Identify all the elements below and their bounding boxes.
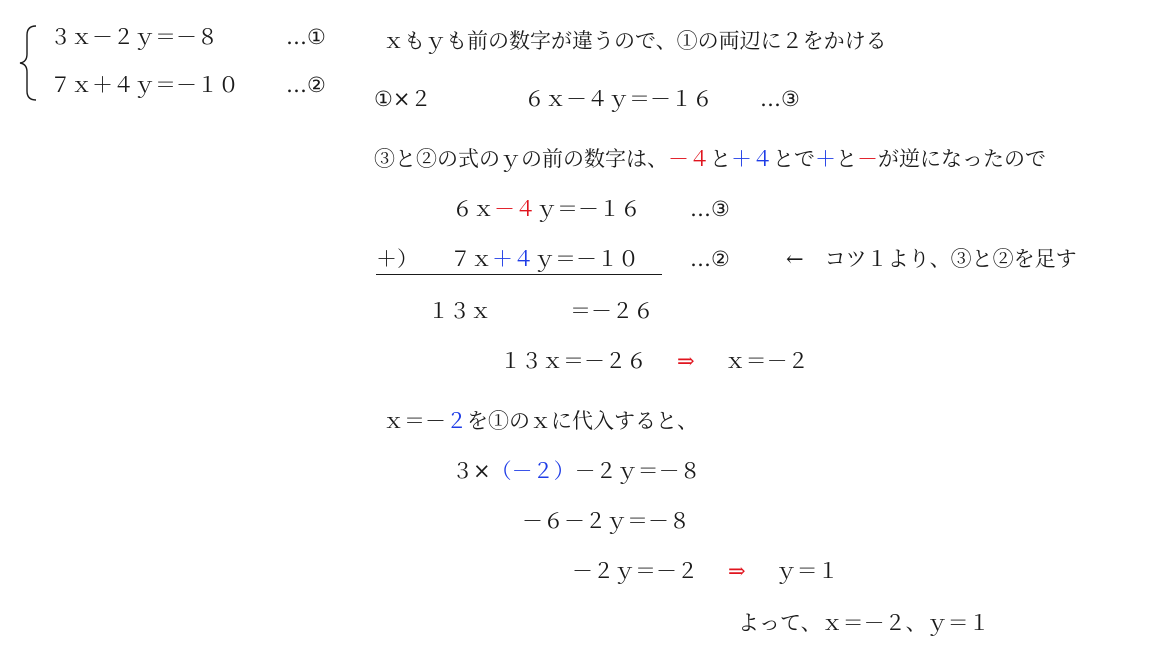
addition-line-2: ＋） ７ｘ＋４ｙ＝－１０ bbox=[376, 246, 662, 275]
substitution-step-3: －２ｙ＝－２ ⇒ ｙ＝１ bbox=[572, 559, 839, 583]
multiply-label: ①×２ bbox=[374, 87, 432, 111]
addition-note: ← コツ１より、③と②を足す bbox=[786, 247, 1077, 271]
substitute-text: ｘ＝－２を①のｘに代入すると、 bbox=[383, 409, 698, 433]
equation-2-tag: …② bbox=[286, 73, 326, 97]
addition-line-2-tag: …② bbox=[690, 247, 730, 271]
substitution-step-2: －６－２ｙ＝－８ bbox=[522, 509, 690, 533]
explanation-note: ③と②の式のｙの前の数字は、－４と＋４とで＋と－が逆になったので bbox=[374, 147, 1046, 171]
result-x: １３ｘ＝－２６ ⇒ ｘ＝－２ bbox=[500, 349, 809, 373]
addition-line-1-tag: …③ bbox=[690, 197, 730, 221]
equation-1-tag: …① bbox=[286, 25, 326, 49]
equation-2: ７ｘ＋４ｙ＝－１０ bbox=[50, 73, 239, 97]
sum-x: １３ｘ bbox=[428, 299, 491, 323]
sum-rhs: ＝－２６ bbox=[570, 299, 654, 323]
equation-1: ３ｘ－２ｙ＝－８ bbox=[50, 25, 218, 49]
intro-text: ｘもｙも前の数字が違うので、①の両辺に２をかける bbox=[383, 29, 887, 53]
addition-line-1: ６ｘ－４ｙ＝－１６ bbox=[452, 197, 641, 221]
substitution-step-1: ３×（－２）－２ｙ＝－８ bbox=[452, 459, 701, 483]
equation-3-tag: …③ bbox=[760, 87, 800, 111]
brace-icon bbox=[18, 24, 38, 102]
equation-3: ６ｘ－４ｙ＝－１６ bbox=[524, 87, 713, 111]
final-answer: よって、ｘ＝－２、ｙ＝１ bbox=[738, 611, 990, 635]
